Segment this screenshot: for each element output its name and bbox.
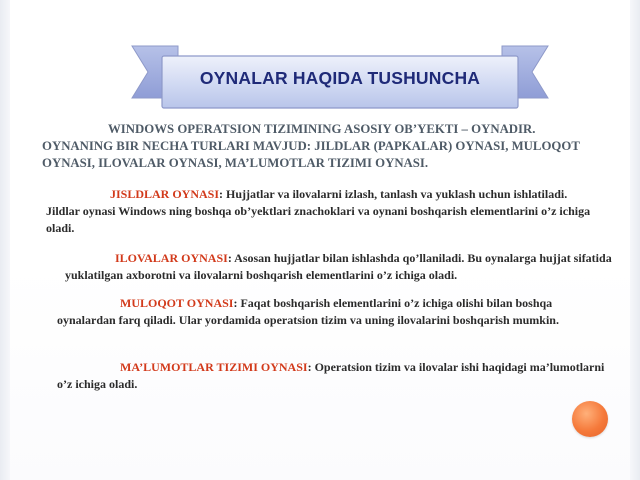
section-jildlar	[46, 186, 591, 237]
title-ribbon	[130, 38, 550, 118]
right-edge-decoration	[630, 0, 640, 480]
section-text: : Operatsion tizim va ilovalar ishi haqidagi ma’lumotlarni o’z ichiga oladi.	[57, 360, 605, 391]
section-text: : Asosan hujjatlar bilan ishlashda qo’llaniladi. Bu oynalarga hujjat sifatida yuklatilgan axborotni va ilovalarni boshqarish elementlarini o’z ichiga oladi.	[65, 251, 612, 282]
section-text: : Hujjatlar va ilovalarni izlash, tanlash va yuklash uchun ishlatiladi. Jildlar oynasi Windows ning boshqa ob’yektlari znachoklari va oynani boshqarish elementlarini o’z ichiga oladi.	[46, 187, 591, 235]
orange-circle-decoration	[572, 401, 608, 437]
intro-paragraph	[42, 121, 602, 172]
section-text: : Faqat boshqarish elementlarini o’z ichiga olishi bilan boshqa oynalardan farq qiladi. Ular yordamida operatsion tizim va uning ilovalarini boshqarish mumkin.	[57, 296, 559, 327]
section-term: MULOQOT OYNASI	[120, 296, 234, 310]
section-term: MA’LUMOTLAR TIZIMI OYNASI	[120, 360, 308, 374]
section-malumotlar	[57, 359, 617, 393]
section-muloqot	[57, 295, 602, 329]
section-term: JISLDLAR OYNASI	[110, 187, 220, 201]
intro-text: WINDOWS OPERATSION TIZIMINING ASOSIY OB’YEKTI – OYNADIR. OYNANING BIR NECHA TURLARI MAVJUD: JILDLAR (PAPKALAR) OYNASI, MULOQOT OYNASI, ILOVALAR OYNASI, MA’LUMOTLAR TIZIMI OYNASI.	[42, 122, 580, 170]
section-ilovalar	[65, 250, 620, 284]
page-title: OYNALAR HAQIDA TUSHUNCHA	[199, 68, 481, 88]
left-edge-decoration	[0, 0, 10, 480]
section-term: ILOVALAR OYNASI	[115, 251, 228, 265]
